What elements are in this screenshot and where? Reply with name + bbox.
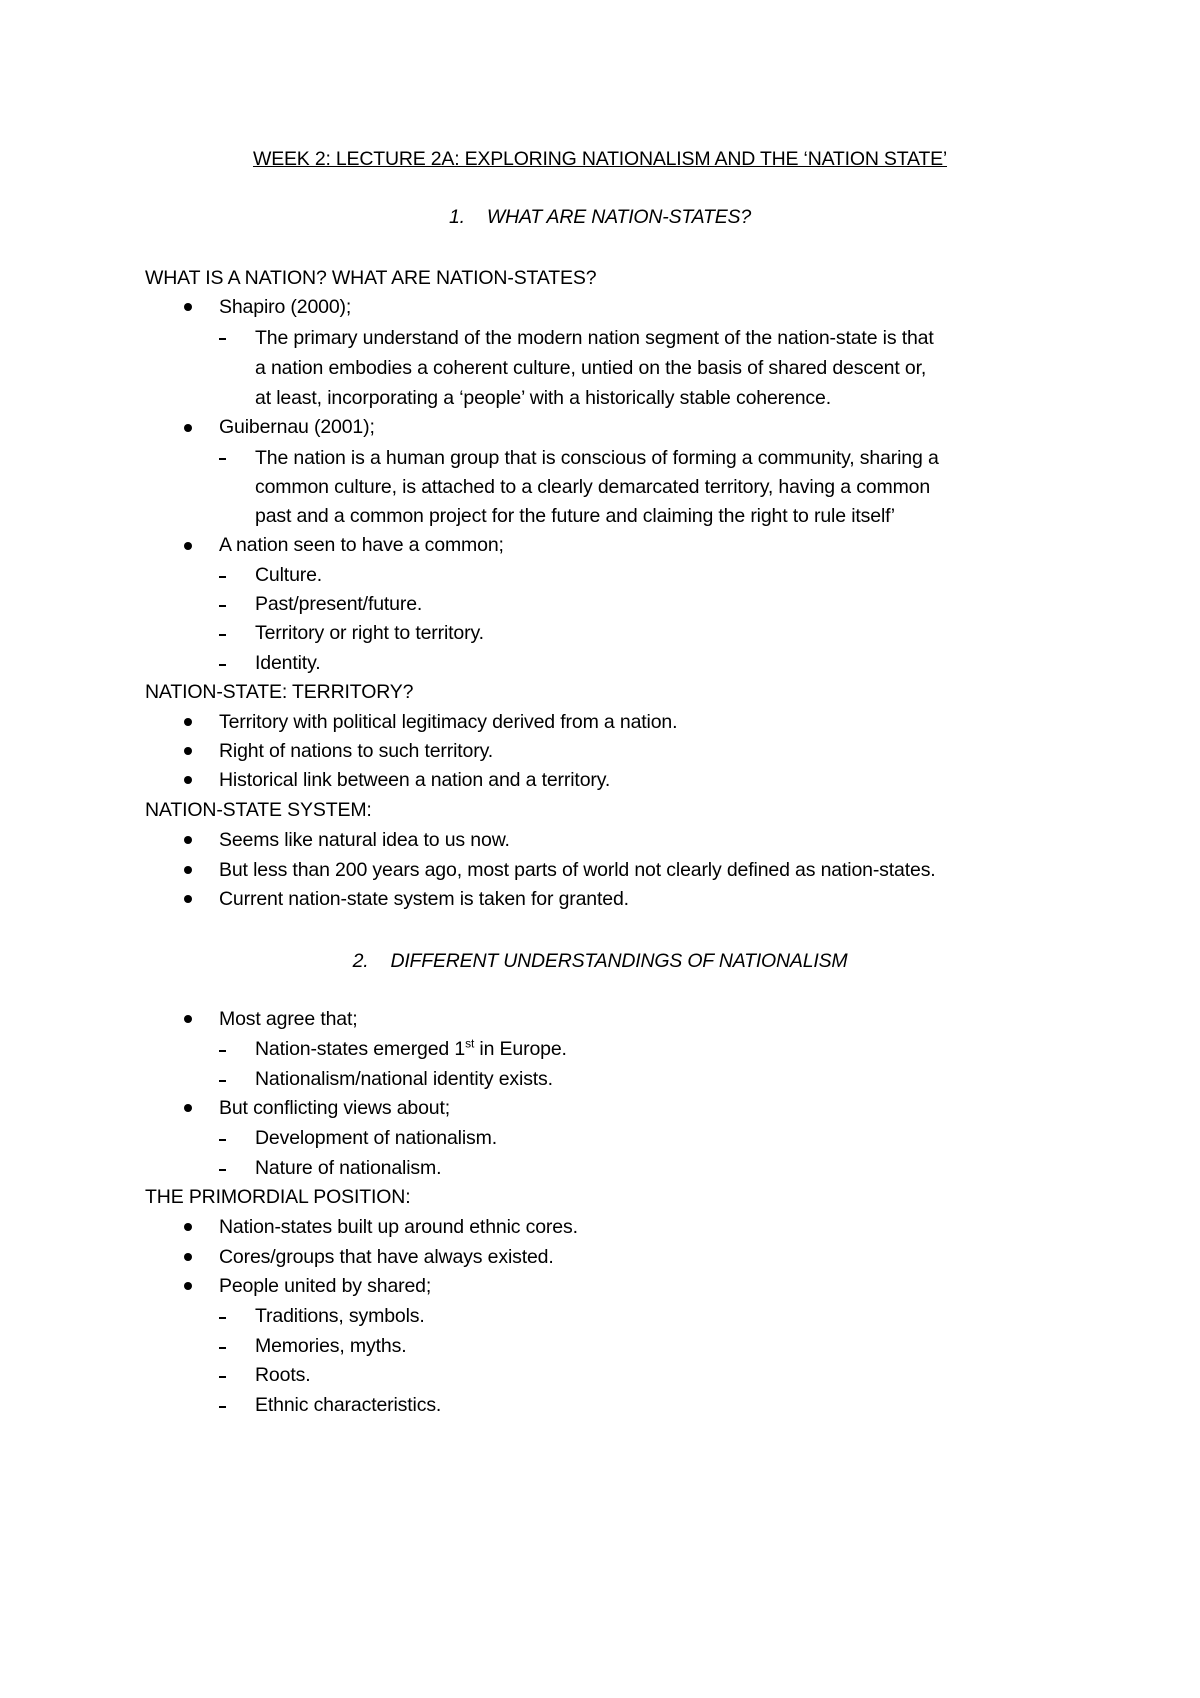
agree-item <box>255 1037 567 1061</box>
territory-item: Right of nations to such territory. <box>219 740 494 762</box>
system-heading: NATION-STATE SYSTEM: <box>145 799 372 821</box>
conflict-intro: But conflicting views about; <box>219 1097 451 1119</box>
dash-icon <box>219 605 226 607</box>
primordial-heading: THE PRIMORDIAL POSITION: <box>145 1186 411 1208</box>
section-2-heading <box>0 950 1200 973</box>
bullet-icon <box>184 895 192 903</box>
agree-item-text: Nation-states emerged 1 <box>255 1038 466 1060</box>
dash-icon <box>219 1169 226 1171</box>
guibernau-citation: Guibernau (2001); <box>219 416 375 438</box>
bullet-icon <box>184 542 192 550</box>
common-item: Culture. <box>255 564 323 586</box>
shared-item: Traditions, symbols. <box>255 1305 425 1327</box>
territory-item: Territory with political legitimacy derived from a nation. <box>219 711 678 733</box>
territory-heading: NATION-STATE: TERRITORY? <box>145 681 414 703</box>
primordial-item: Nation-states built up around ethnic cores. <box>219 1216 578 1238</box>
common-intro: A nation seen to have a common; <box>219 534 504 556</box>
primordial-item: Cores/groups that have always existed. <box>219 1246 554 1268</box>
dash-icon <box>219 1080 226 1082</box>
dash-icon <box>219 1406 226 1408</box>
bullet-icon <box>184 424 192 432</box>
section-1-title: WHAT ARE NATION-STATES? <box>486 206 751 228</box>
dash-icon <box>219 1050 226 1052</box>
shared-item: Ethnic characteristics. <box>255 1394 442 1416</box>
shared-item: Roots. <box>255 1364 311 1386</box>
section-1-number: 1. <box>449 206 465 228</box>
dash-icon <box>219 1139 226 1141</box>
bullet-icon <box>184 1104 192 1112</box>
guibernau-line: common culture, is attached to a clearly demarcated territory, having a common <box>255 476 931 498</box>
agree-item: Nationalism/national identity exists. <box>255 1068 553 1090</box>
bullet-icon <box>184 776 192 784</box>
conflict-item: Nature of nationalism. <box>255 1157 442 1179</box>
what-is-nation-heading: WHAT IS A NATION? WHAT ARE NATION-STATES? <box>145 267 597 289</box>
bullet-icon <box>184 718 192 726</box>
bullet-icon <box>184 866 192 874</box>
ordinal-superscript: st <box>465 1036 475 1051</box>
territory-item: Historical link between a nation and a territory. <box>219 769 611 791</box>
section-2-number: 2. <box>352 950 369 972</box>
common-item: Past/present/future. <box>255 593 423 615</box>
dash-icon <box>219 1376 226 1378</box>
bullet-icon <box>184 1282 192 1290</box>
bullet-icon <box>184 747 192 755</box>
shapiro-line: a nation embodies a coherent culture, untied on the basis of shared descent or, <box>255 357 927 379</box>
shared-item: Memories, myths. <box>255 1335 407 1357</box>
dash-icon <box>219 338 226 340</box>
system-item: Seems like natural idea to us now. <box>219 829 510 851</box>
system-item: But less than 200 years ago, most parts of world not clearly defined as nation-states. <box>219 859 936 881</box>
agree-intro: Most agree that; <box>219 1008 358 1030</box>
dash-icon <box>219 458 226 460</box>
shapiro-line: at least, incorporating a ‘people’ with a historically stable coherence. <box>255 387 831 409</box>
dash-icon <box>219 664 226 666</box>
bullet-icon <box>184 1223 192 1231</box>
agree-item-text: in Europe. <box>474 1038 567 1060</box>
section-2-title: DIFFERENT UNDERSTANDINGS OF NATIONALISM <box>390 950 848 972</box>
primordial-item: People united by shared; <box>219 1275 432 1297</box>
section-1-heading <box>0 206 1200 229</box>
guibernau-line: past and a common project for the future and claiming the right to rule itself’ <box>255 505 895 527</box>
dash-icon <box>219 1317 226 1319</box>
bullet-icon <box>184 836 192 844</box>
dash-icon <box>219 634 226 636</box>
common-item: Identity. <box>255 652 321 674</box>
conflict-item: Development of nationalism. <box>255 1127 497 1149</box>
guibernau-line: The nation is a human group that is conscious of forming a community, sharing a <box>255 447 939 469</box>
shapiro-line: The primary understand of the modern nation segment of the nation-state is that <box>255 327 934 349</box>
system-item: Current nation-state system is taken for granted. <box>219 888 629 910</box>
common-item: Territory or right to territory. <box>255 622 484 644</box>
document-title: WEEK 2: LECTURE 2A: EXPLORING NATIONALISM AND THE ‘NATION STATE’ <box>252 148 948 170</box>
bullet-icon <box>184 303 192 311</box>
shapiro-citation: Shapiro (2000); <box>219 296 352 318</box>
dash-icon <box>219 1347 226 1349</box>
dash-icon <box>219 576 226 578</box>
bullet-icon <box>184 1015 192 1023</box>
bullet-icon <box>184 1253 192 1261</box>
